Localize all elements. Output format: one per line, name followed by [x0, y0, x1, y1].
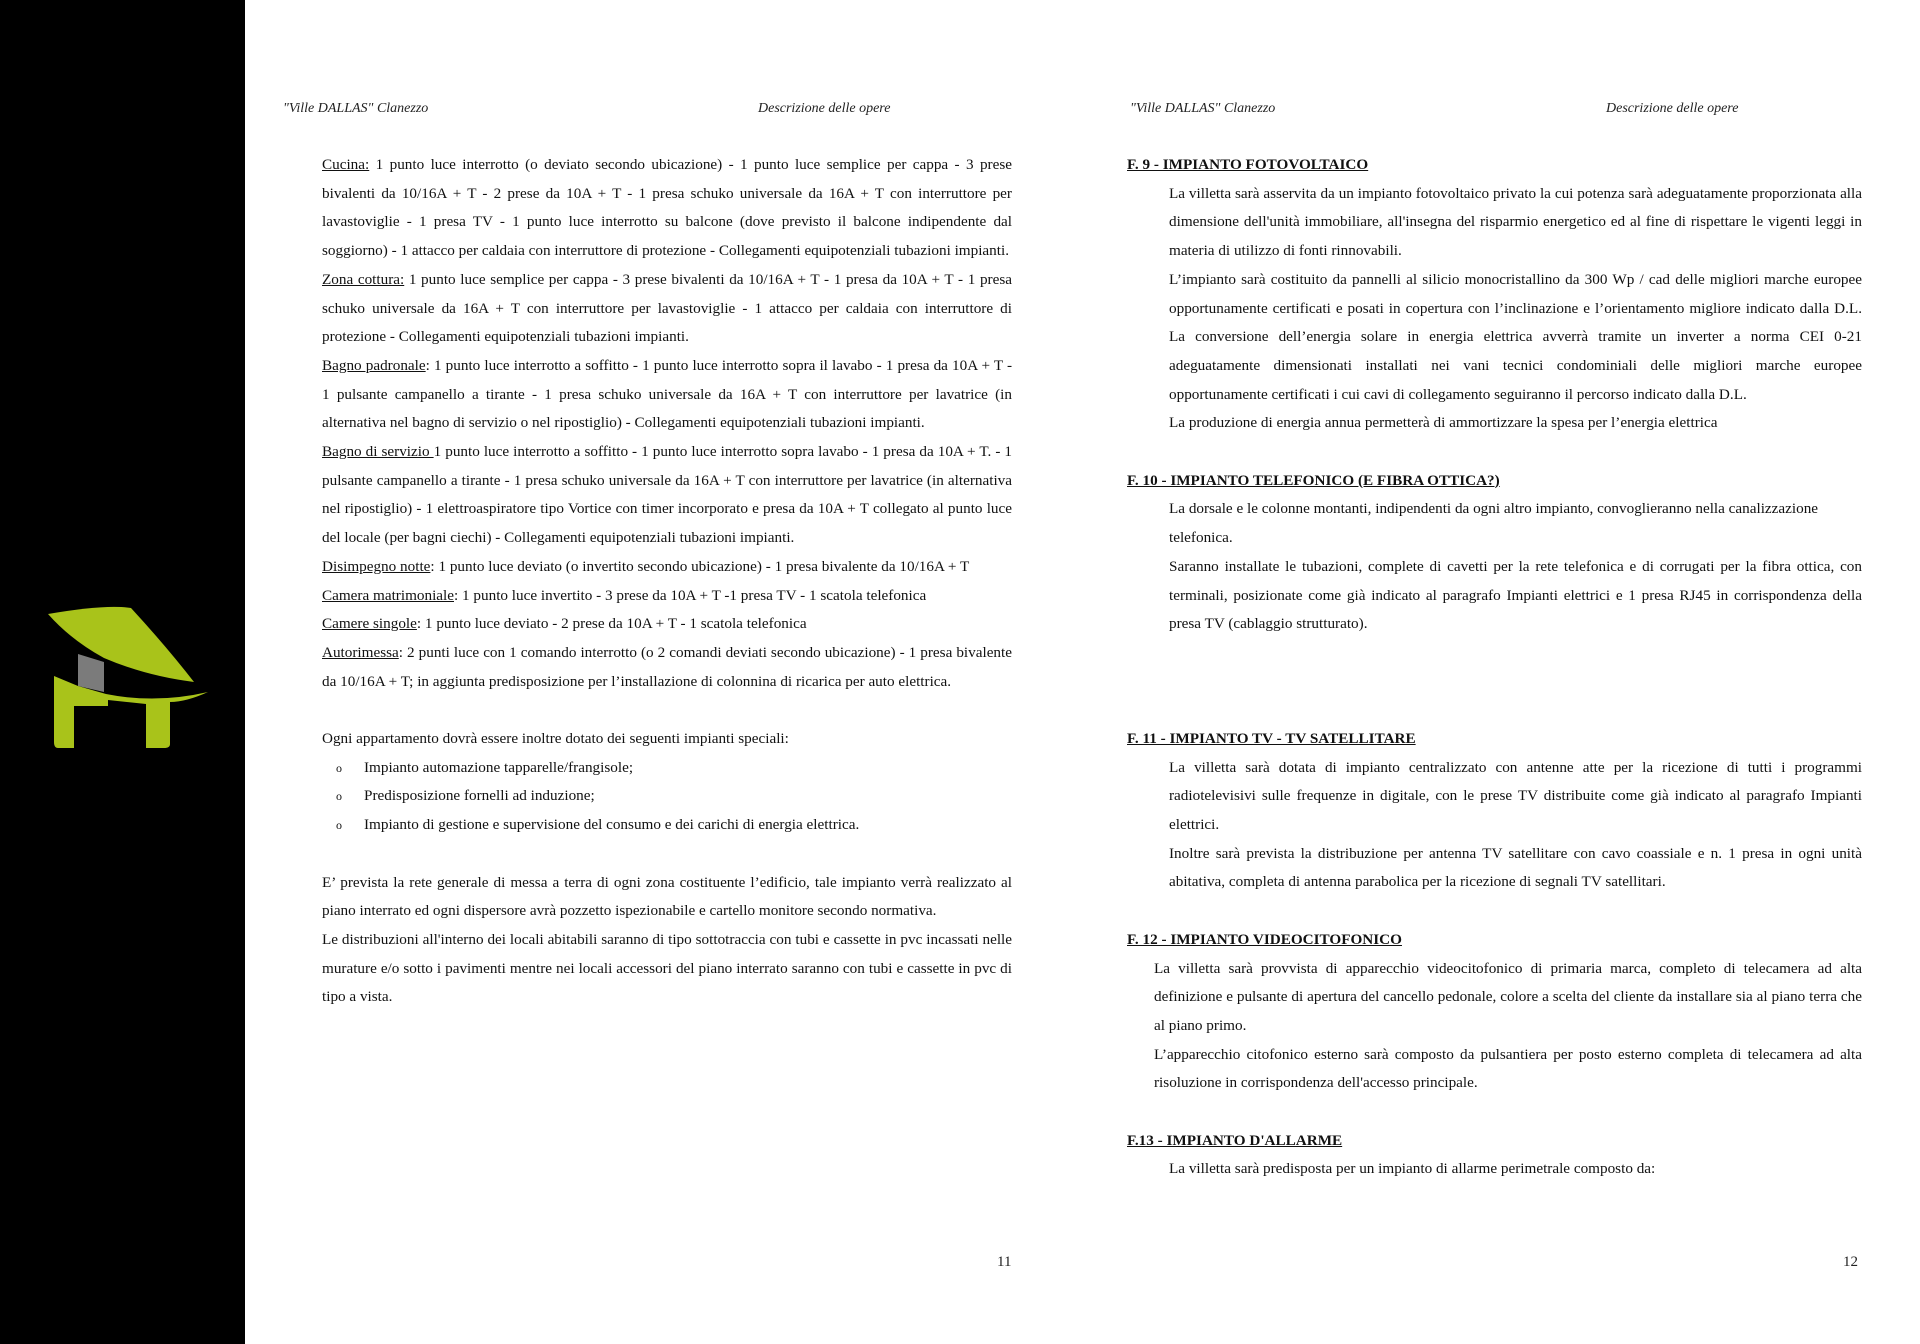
list-item: o Impianto di gestione e supervisione del consumo e dei carichi di energia elettrica.	[336, 811, 1012, 840]
section-paragraph: La villetta sarà asservita da un impianto fotovoltaico privato la cui potenza sarà adeguatamente proporzionata alla dimensione dell'unità immobiliare, all'insegna del risparmio energetico ed al fine di rispettare le vigenti leggi in materia di utilizzo di fonti rinnovabili.	[1169, 184, 1862, 260]
section-paragraph: La dorsale e le colonne montanti, indipendenti da ogni altro impianto, convoglieranno nella canalizzazione telefonica.	[1169, 500, 1819, 547]
sidebar	[0, 0, 245, 1344]
room-item	[322, 639, 1012, 696]
section-title: F. 11 - IMPIANTO TV - TV SATELLITARE	[1127, 729, 1416, 747]
section-paragraph: L’impianto sarà costituito da pannelli al silicio monocristallino da 300 Wp / cad delle migliori marche europee opportunamente certificati e posati in copertura con l’inclinazione e l’orientamento migliore indicato dalla D.L. La conversione dell’energia solare in energia elettrica avverrà tramite un inverter a norma CEI 0-21 adeguatamente dimensionati installati nei vani tecnici condominiali delle migliori marche europee opportunamente certificati i cui cavi di collegamento seguiranno il percorso indicato dalla D.L.	[1169, 270, 1862, 403]
section-paragraph: La produzione di energia annua permetterà di ammortizzare la spesa per l’energia elettrica	[1169, 414, 1718, 432]
page-number: 11	[997, 1254, 1012, 1270]
right-page-body	[1127, 151, 1862, 1184]
section-title: F. 10 - IMPIANTO TELEFONICO (E FIBRA OTTICA?)	[1127, 471, 1500, 489]
room-item	[322, 553, 1012, 582]
room-description: 1 punto luce interrotto (o deviato secondo ubicazione) - 1 punto luce semplice per cappa - 3 prese bivalenti da 10/16A + T - 2 prese da 10A + T - 1 presa schuko universale da 16A + T con interruttore per lavastoviglie - 1 presa TV - 1 punto luce interrotto su balcone (dove previsto il balcone indipendente dal soggiorno) - 1 attacco per caldaia con interruttore di protezione - Collegamenti equipotenziali tubazioni impianti.	[322, 156, 1012, 260]
special-systems-list	[322, 754, 1012, 840]
left-page-body	[322, 151, 1012, 1012]
section-title: F. 9 - IMPIANTO FOTOVOLTAICO	[1127, 156, 1369, 173]
house-logo-icon	[46, 606, 208, 748]
room-item	[322, 352, 1012, 438]
header-project-title: "Ville DALLAS" Clanezzo	[1130, 101, 1276, 116]
room-item	[322, 582, 1012, 611]
section-paragraph: Inoltre sarà prevista la distribuzione per antenna TV satellitare con cavo coassiale e n. 1 presa in ogni unità abitativa, completa di antenna parabolica per la ricezione di segnali TV satellitari.	[1169, 844, 1862, 891]
section-paragraph: L’apparecchio citofonico esterno sarà composto da pulsantiera per posto esterno completa di telecamera ad alta risoluzione in corrispondenza dell'accesso principale.	[1154, 1045, 1862, 1092]
section-photovoltaic	[1127, 151, 1862, 438]
page-number: 12	[1843, 1254, 1858, 1270]
room-item	[322, 266, 1012, 352]
header-project-title: "Ville DALLAS" Clanezzo	[283, 101, 429, 116]
section-telephone	[1127, 467, 1862, 639]
circle-bullet-icon: o	[336, 789, 342, 804]
circle-bullet-icon: o	[336, 818, 342, 833]
spacer	[1127, 1098, 1862, 1127]
section-tv	[1127, 725, 1862, 897]
room-label: Camera matrimoniale	[322, 586, 454, 604]
room-label: Disimpegno notte	[322, 557, 431, 575]
room-description: 1 punto luce semplice per cappa - 3 prese bivalenti da 10/16A + T - 1 presa da 10A + T - 1 presa schuko universale da 16A + T con interruttore per lavastoviglie - 1 attacco per caldaia con interruttore di protezione - Collegamenti equipotenziali tubazioni impianti.	[322, 270, 1012, 346]
room-description: : 1 punto luce interrotto a soffitto - 1 punto luce interrotto sopra il lavabo - 1 presa da 10A + T - 1 pulsante campanello a tirante - 1 presa schuko universale da 16A + T con interruttore per lavatrice (in alternativa nel bagno di servizio o nel ripostiglio) - Collegamenti equipotenziali tubazioni impianti.	[322, 356, 1012, 432]
list-item: o Impianto automazione tapparelle/frangisole;	[336, 754, 1012, 783]
section-paragraph: La villetta sarà dotata di impianto centralizzato con antenne atte per la ricezione di tutti i programmi radiotelevisivi sulle frequenze in digitale, con le prese TV distribuite come già indicato al paragrafo Impianti elettrici.	[1169, 758, 1862, 834]
room-label: Bagno di servizio	[322, 443, 434, 461]
room-item	[322, 151, 1012, 266]
room-item	[322, 610, 1012, 639]
spacer	[322, 840, 1012, 869]
spacer	[1127, 438, 1862, 467]
section-paragraph: La villetta sarà provvista di apparecchio videocitofonico di primaria marca, completo di telecamera ad alta definizione e pulsante di apertura del cancello pedonale, colore a scelta del cliente da installare sia al piano terra che al piano primo.	[1154, 959, 1862, 1034]
grounding-paragraph: E’ prevista la rete generale di messa a terra di ogni zona costituente l’edificio, tale impianto verrà realizzato al piano interrato ed ogni dispersore avrà pozzetto ispezionabile e cartello monitore secondo normativa.	[322, 873, 1012, 920]
spacer	[322, 696, 1012, 725]
header-document-title: Descrizione delle opere	[758, 101, 891, 116]
room-label: Zona cottura:	[322, 270, 405, 288]
spacer	[1127, 639, 1862, 725]
room-description: : 1 punto luce deviato (o invertito secondo ubicazione) - 1 presa bivalente da 10/16A + T	[430, 557, 970, 575]
list-item: o Predisposizione fornelli ad induzione;	[336, 782, 1012, 811]
special-systems-intro: Ogni appartamento dovrà essere inoltre dotato dei seguenti impianti speciali:	[322, 730, 789, 748]
room-item	[322, 438, 1012, 553]
room-description: : 1 punto luce deviato - 2 prese da 10A + T - 1 scatola telefonica	[416, 615, 807, 633]
section-title: F. 12 - IMPIANTO VIDEOCITOFONICO	[1127, 930, 1402, 948]
room-description: : 1 punto luce invertito - 3 prese da 10A + T -1 presa TV - 1 scatola telefonica	[454, 586, 927, 604]
room-description: 1 punto luce interrotto a soffitto - 1 punto luce interrotto sopra lavabo - 1 presa da 10A + T. - 1 pulsante campanello a tirante - 1 presa schuko universale da 16A + T con interruttore per lavatrice (in alternativa nel ripostiglio) - 1 elettroaspiratore tipo Vortice con timer incorporato e presa da 10A + T collegato al punto luce del locale (per bagni ciechi) - Collegamenti equipotenziali tubazioni impianti.	[322, 443, 1012, 547]
spacer	[1127, 897, 1862, 926]
circle-bullet-icon: o	[336, 760, 342, 775]
room-description: : 2 punti luce con 1 comando interrotto (o 2 comandi deviati secondo ubicazione) - 1 presa bivalente da 10/16A + T; in aggiunta predisposizione per l’installazione di colonnina di ricarica per auto elettrica.	[322, 643, 1012, 690]
section-alarm	[1127, 1127, 1862, 1184]
room-label: Cucina:	[322, 156, 370, 173]
room-label: Bagno padronale	[322, 356, 426, 374]
room-label: Autorimessa	[322, 643, 399, 661]
distribution-paragraph: Le distribuzioni all'interno dei locali abitabili saranno di tipo sottotraccia con tubi e cassette in pvc incassati nelle murature e/o sotto i pavimenti mentre nei locali accessori del piano interrato saranno con tubi e cassette in pvc di tipo a vista.	[322, 930, 1012, 1006]
header-document-title: Descrizione delle opere	[1606, 101, 1739, 116]
section-paragraph: La villetta sarà predisposta per un impianto di allarme perimetrale composto da:	[1169, 1160, 1656, 1178]
room-label: Camere singole	[322, 615, 417, 633]
section-paragraph: Saranno installate le tubazioni, complete di cavetti per la rete telefonica e di corrugati per la fibra ottica, con terminali, posizionate come già indicato al paragrafo Impianti elettrici e 1 presa RJ45 in corrispondenza della presa TV (cablaggio strutturato).	[1169, 557, 1862, 633]
section-title: F.13 - IMPIANTO D'ALLARME	[1127, 1131, 1343, 1149]
section-video-intercom	[1127, 926, 1862, 1098]
